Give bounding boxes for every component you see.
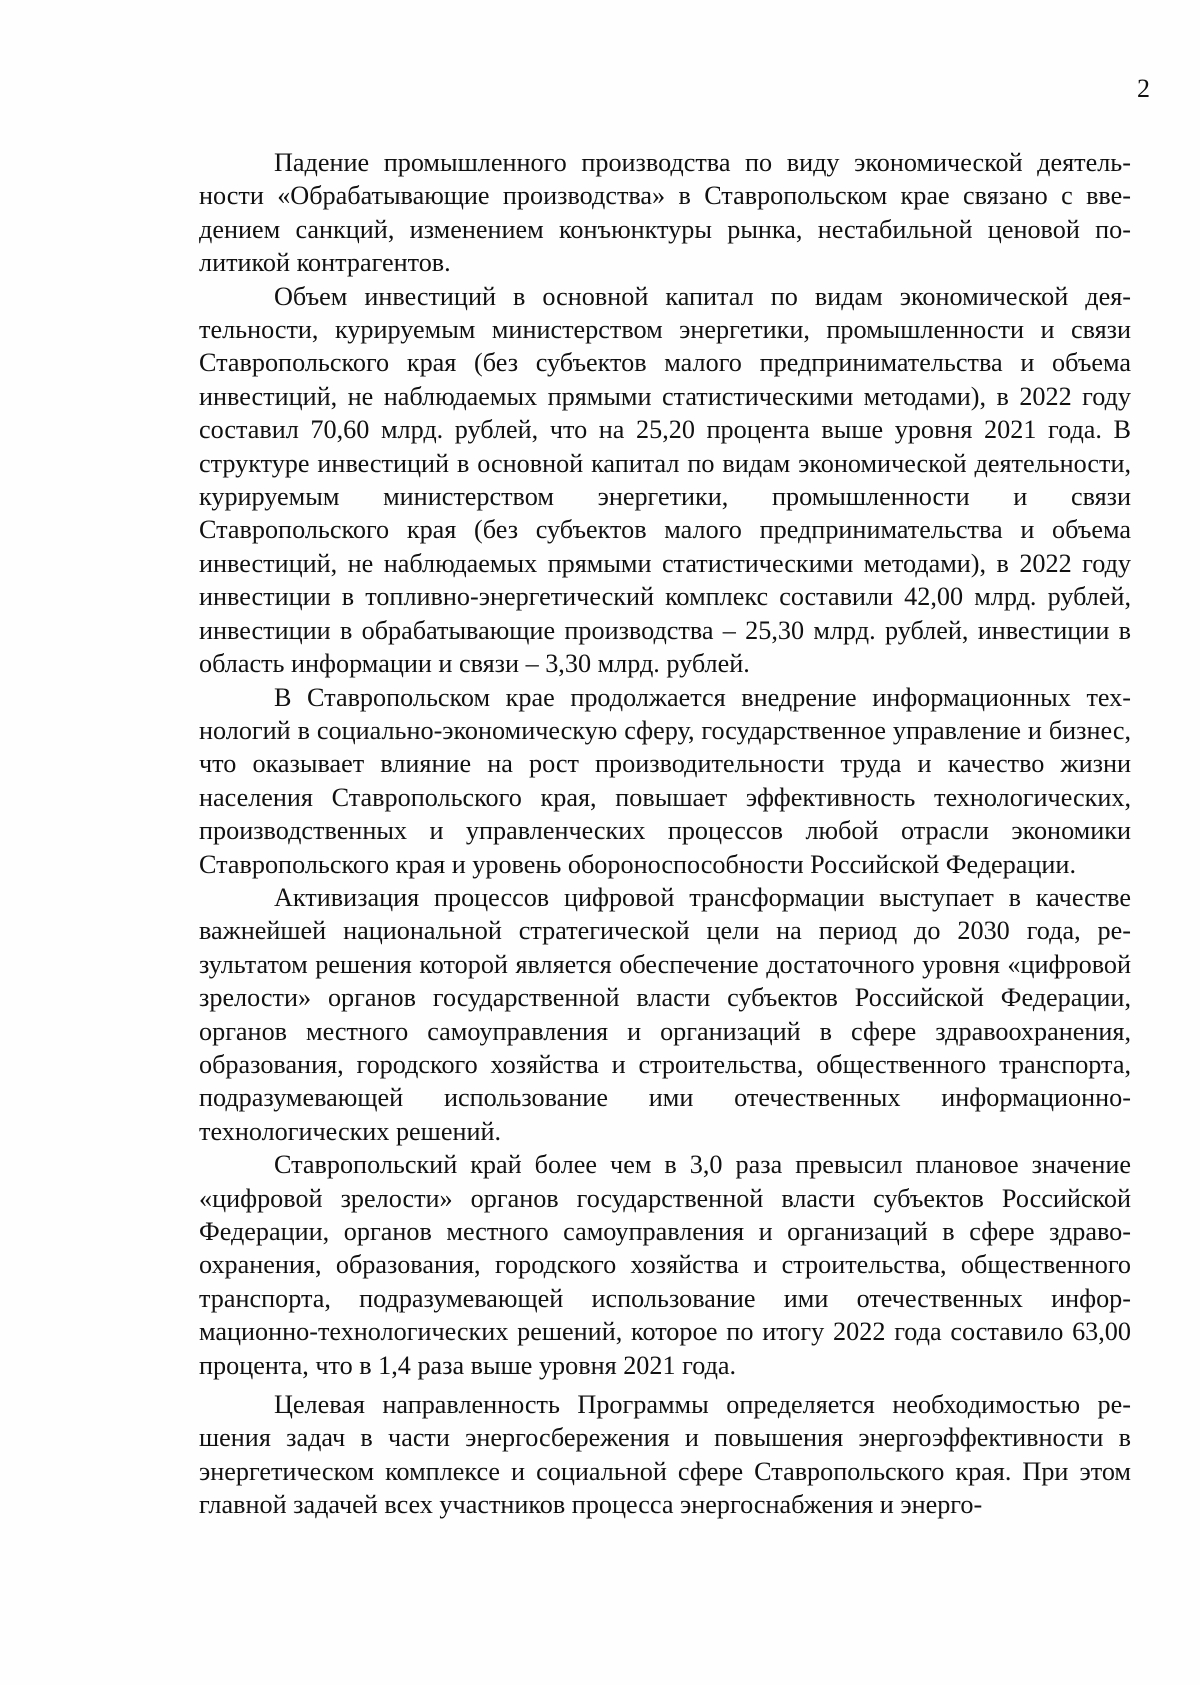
- paragraph-program-focus: Целевая направленность Программы определяется необходимостью решения задач в части энергосбережения и повышения энергоэффективности в энергетическом комплексе и социальной сфере Ставропольского края. При этом главной задачей всех участников процесса энергоснабжения и энерго-: [199, 1390, 1131, 1520]
- paragraph-investment-volume: Объем инвестиций в основной капитал по видам экономической деятельности, курируемым министерством энергетики, промышленности и связи Ставропольского края (без субъектов малого предпринимательства и объема инвестиций, не наблюдаемых прямыми статистическими методами), в 2022 году составил 70,60 млрд. рублей, что на 25,20 процента выше уровня 2021 года. В структуре инвестиций в основной капитал по видам экономической деятельности, курируемым министерством энергетики, промышленности и связи Ставропольского края (без субъектов малого предпринимательства и объема инвестиций, не наблюдаемых прямыми статистическими методами), в 2022 году инвестиции в топливно-энергетический комплекс составили 42,00 млрд. рублей, инвестиции в обрабатывающие производства – 25,30 млрд. рублей, инвестиции в область информации и связи – 3,30 млрд. рублей.: [199, 281, 1131, 679]
- paragraph-digital-transformation: Активизация процессов цифровой трансформации выступает в качестве важнейшей национальной стратегической цели на период до 2030 года, результатом решения которой является обеспечение достаточного уровня «цифровой зрелости» органов государственной власти субъектов Российской Федерации, органов местного самоуправления и организаций в сфере здравоохранения, образования, городского хозяйства и строительства, общественного транспорта, подразумевающей использование ими отечественных информационно-технологических решений.: [199, 882, 1131, 1146]
- paragraph-it-implementation: В Ставропольском крае продолжается внедрение информационных технологий в социально-экономическую сферу, государственное управление и бизнес, что оказывает влияние на рост производительности труда и качество жизни населения Ставропольского края, повышает эффективность технологических, производственных и управленческих процессов любой отрасли экономики Ставропольского края и уровень обороноспособности Российской Федерации.: [199, 682, 1131, 879]
- body-text: [199, 146, 1131, 1522]
- page-number: 2: [1137, 74, 1150, 103]
- paragraph-manufacturing-decline: Падение промышленного производства по виду экономической деятельности «Обрабатывающие производства» в Ставропольском крае связано с введением санкций, изменением конъюнктуры рынка, нестабильной ценовой политикой контрагентов.: [199, 148, 1131, 278]
- paragraph-digital-maturity: Ставропольский край более чем в 3,0 раза превысил плановое значение «цифровой зрелости» органов государственной власти субъектов Российской Федерации, органов местного самоуправления и организаций в сфере здравоохранения, образования, городского хозяйства и строительства, общественного транспорта, подразумевающей использование ими отечественных информационно-технологических решений, которое по итогу 2022 года составило 63,00 процента, что в 1,4 раза выше уровня 2021 года.: [199, 1150, 1131, 1380]
